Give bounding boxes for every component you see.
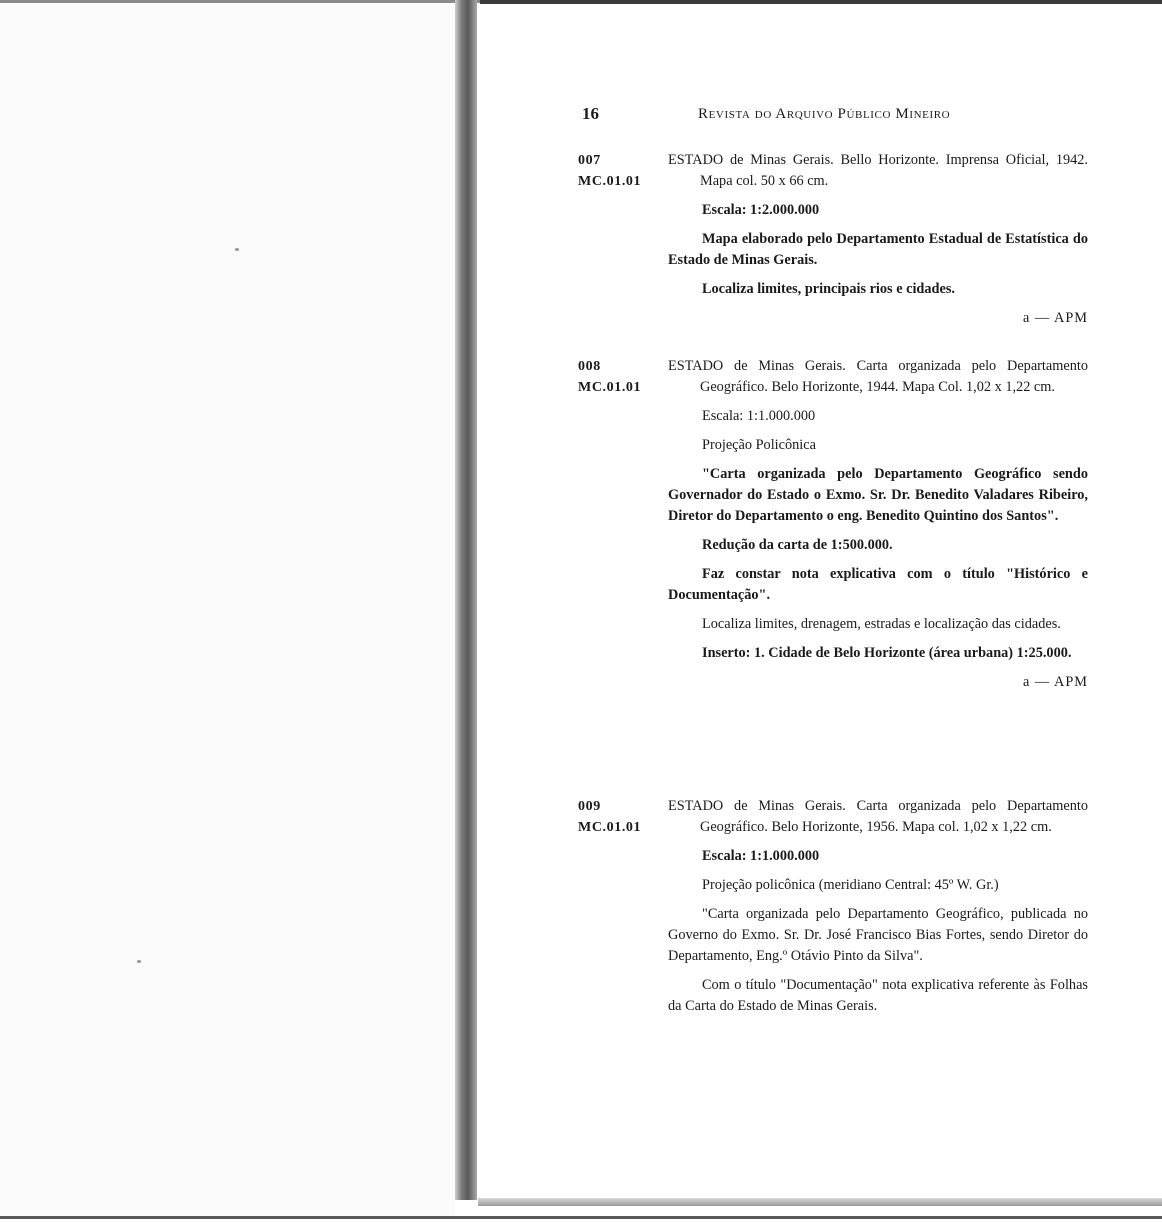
page-number: 16 bbox=[582, 104, 599, 123]
entry-number: 009 bbox=[578, 799, 601, 814]
entry-number: 007 bbox=[578, 153, 601, 168]
running-head bbox=[582, 104, 1088, 126]
entry-scale: Escala: 1:1.000.000 bbox=[702, 408, 816, 424]
entry-id bbox=[578, 796, 641, 838]
entry-code: MC.01.01 bbox=[578, 174, 642, 189]
entry-quote: "Carta organizada pelo Departamento Geográfico sendo Governador do Estado o Exmo. Sr. Dr. Benedito Valadares Ribeiro, Diretor do Departamento o eng. Benedito Quintino dos Santos". bbox=[668, 466, 1088, 524]
entry-body bbox=[668, 150, 1088, 329]
entry-projection: Projeção Policônica bbox=[702, 437, 816, 453]
entry-number: 008 bbox=[578, 359, 601, 374]
journal-title: Revista do Arquivo Público Mineiro bbox=[698, 106, 951, 122]
book-spine bbox=[455, 0, 477, 1200]
entry-heading: ESTADO de Minas Gerais. Carta organizada pelo Departamento Geográfico. Belo Horizonte, 1956. Mapa col. 1,02 x 1,22 cm. bbox=[668, 798, 1088, 835]
entry-body bbox=[668, 356, 1088, 693]
entry-note: Redução da carta de 1:500.000. bbox=[702, 537, 893, 553]
entry-id bbox=[578, 356, 641, 398]
entry-code: MC.01.01 bbox=[578, 820, 642, 835]
entry-note: Localiza limites, principais rios e cidades. bbox=[702, 281, 955, 297]
entry-signature: a — APM bbox=[1023, 310, 1088, 326]
bottom-page-edge bbox=[478, 1198, 1162, 1206]
top-edge-shadow bbox=[480, 0, 1162, 4]
entry-heading: ESTADO de Minas Gerais. Bello Horizonte. Imprensa Oficial, 1942. Mapa col. 50 x 66 cm. bbox=[668, 152, 1088, 189]
entry-body bbox=[668, 796, 1088, 1017]
paper-speck bbox=[137, 960, 141, 963]
entry-scale: Escala: 1:1.000.000 bbox=[702, 848, 820, 864]
entry-signature: a — APM bbox=[1023, 674, 1088, 690]
entry-quote: "Carta organizada pelo Departamento Geográfico, publicada no Governo do Exmo. Sr. Dr. José Francisco Bias Fortes, sendo Diretor do Departamento, Eng.º Otávio Pinto da Silva". bbox=[668, 906, 1088, 964]
entry-heading: ESTADO de Minas Gerais. Carta organizada pelo Departamento Geográfico. Belo Horizonte, 1944. Mapa Col. 1,02 x 1,22 cm. bbox=[668, 358, 1088, 395]
entry-inset: Inserto: 1. Cidade de Belo Horizonte (área urbana) 1:25.000. bbox=[702, 645, 1072, 661]
entry-scale: Escala: 1:2.000.000 bbox=[702, 202, 820, 218]
entry-id bbox=[578, 150, 641, 192]
entry-code: MC.01.01 bbox=[578, 380, 642, 395]
paper-speck bbox=[235, 248, 239, 251]
entry-note: Faz constar nota explicativa com o título "Histórico e Documentação". bbox=[668, 566, 1088, 603]
entry-note: Mapa elaborado pelo Departamento Estadual de Estatística do Estado de Minas Gerais. bbox=[668, 231, 1088, 268]
entry-projection: Projeção policônica (meridiano Central: 45º W. Gr.) bbox=[702, 877, 999, 893]
entry-note: Localiza limites, drenagem, estradas e localização das cidades. bbox=[702, 616, 1061, 632]
entry-note: Com o título "Documentação" nota explicativa referente às Folhas da Carta do Estado de Minas Gerais. bbox=[668, 977, 1088, 1014]
left-blank-page bbox=[0, 4, 455, 1216]
bottom-edge-line bbox=[0, 1216, 1162, 1219]
